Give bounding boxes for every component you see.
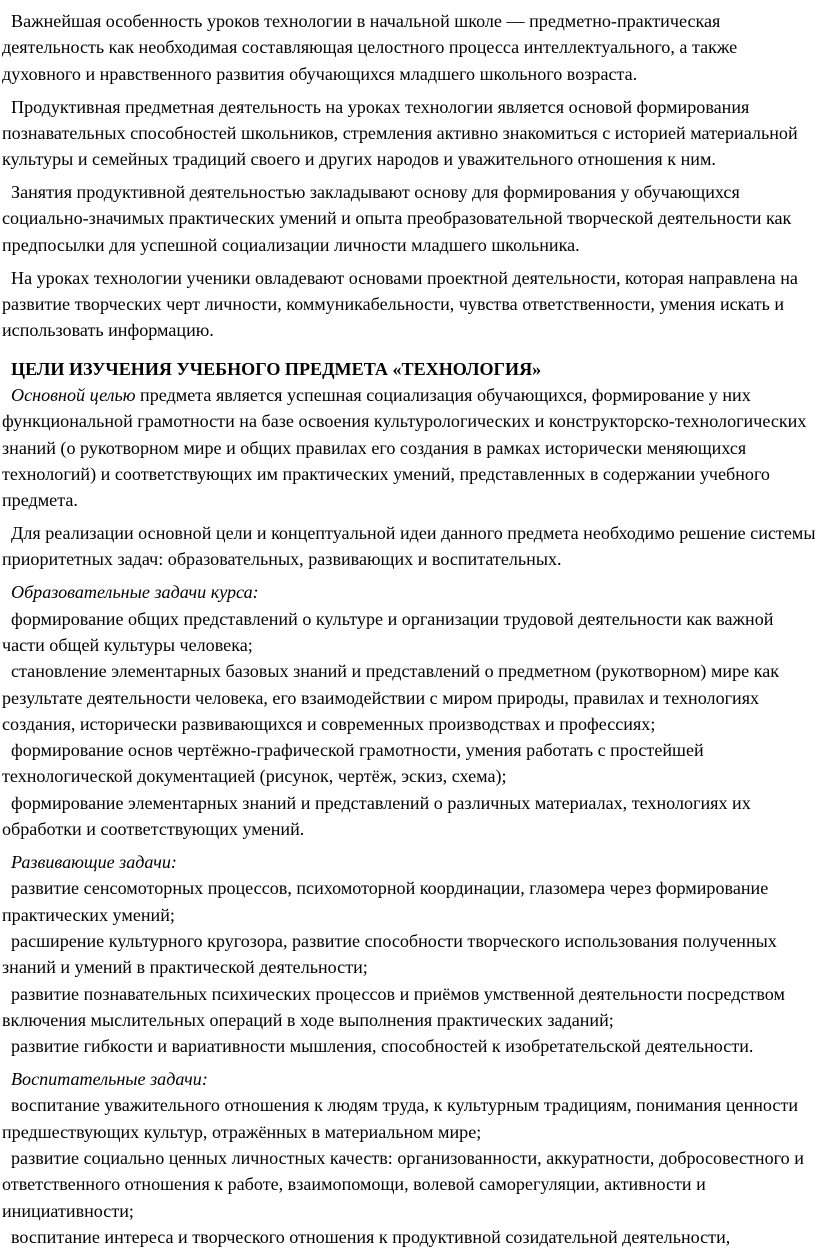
tasks-intro-paragraph: Для реализации основной цели и концептуальной идеи данного предмета необходимо решение системы приоритетных задач: образовательных, развивающих и воспитательных. — [2, 523, 816, 570]
upbringing-tasks-title: Воспитательные задачи: — [11, 1069, 208, 1090]
intro-paragraph-3: Занятия продуктивной деятельностью закладывают основу для формирования у обучающихся социально-значимых практических умений и опыта преобразовательной творческой деятельности как предпосылки для успешной социализации личности младшего школьника. — [2, 182, 792, 255]
upbringing-task-item: воспитание интереса и творческого отношения к продуктивной созидательной деятельности, — [11, 1226, 731, 1247]
educational-task-item: формирование элементарных знаний и представлений о различных материалах, технологиях их обработки и соответствующих умений. — [2, 792, 751, 840]
educational-tasks-title: Образовательные задачи курса: — [11, 582, 259, 603]
main-goal-lead: Основной целью — [11, 384, 136, 405]
main-goal-paragraph — [2, 382, 816, 513]
educational-task-item: формирование общих представлений о культуре и организации трудовой деятельности как важной части общей культуры человека; — [2, 608, 774, 655]
educational-task-item: формирование основ чертёжно-графической грамотности, умения работать с простейшей технологической документацией (рисунок, чертёж, эскиз, схема); — [2, 740, 704, 787]
developmental-task-item: развитие гибкости и вариативности мышления, способностей к изобретательской деятельности. — [11, 1036, 754, 1057]
developmental-task-item: расширение культурного кругозора, развитие способности творческого использования полученных знаний и умений в практической деятельности; — [2, 930, 777, 978]
developmental-tasks-title: Развивающие задачи: — [11, 852, 177, 873]
upbringing-task-item: воспитание уважительного отношения к людям труда, к культурным традициям, понимания ценности предшествующих культур, отражённых в материальном мире; — [2, 1095, 799, 1142]
developmental-task-item: развитие познавательных психических процессов и приёмов умственной деятельности посредством включения мыслительных операций в ходе выполнения практических заданий; — [2, 983, 785, 1030]
main-goal-text: предмета является успешная социализация обучающихся, формирование у них функциональной грамотности на базе освоения культурологических и конструкторско-технологических знаний (о рукотворном мире и общих правилах его создания в рамках исторически меняющихся технологий) и соответствующих им практических умений, представленных в содержании учебного предмета. — [2, 384, 807, 511]
developmental-task-item: развитие сенсомоторных процессов, психомоторной координации, глазомера через формирование практических умений; — [2, 878, 769, 925]
intro-paragraph-1: Важнейшая особенность уроков технологии в начальной школе — предметно-практическая деятельность как необходимая составляющая целостного процесса интеллектуального, а также духовного и нравственного развития обучающихся младшего школьного возраста. — [2, 11, 738, 84]
intro-paragraph-2: Продуктивная предметная деятельность на уроках технологии является основой формирования познавательных способностей школьников, стремления активно знакомиться с историей материальной культуры и семейных традиций своего и других народов и уважительного отношения к ним. — [2, 96, 798, 170]
goals-heading: ЦЕЛИ ИЗУЧЕНИЯ УЧЕБНОГО ПРЕДМЕТА «ТЕХНОЛОГИЯ» — [11, 358, 542, 379]
upbringing-task-item: развитие социально ценных личностных качеств: организованности, аккуратности, добросовестного и ответственного отношения к работе, взаимопомощи, волевой саморегуляции, активности и инициативности; — [2, 1147, 804, 1221]
educational-task-item: становление элементарных базовых знаний и представлений о предметном (рукотворном) мире как результате деятельности человека, его взаимодействии с миром природы, правилах и технологиях создания, исторически развивающихся и современных производствах и профессиях; — [2, 661, 780, 734]
intro-paragraph-4: На уроках технологии ученики овладевают основами проектной деятельности, которая направлена на развитие творческих черт личности, коммуникабельности, чувства ответственности, умения искать и использовать информацию. — [2, 267, 798, 341]
